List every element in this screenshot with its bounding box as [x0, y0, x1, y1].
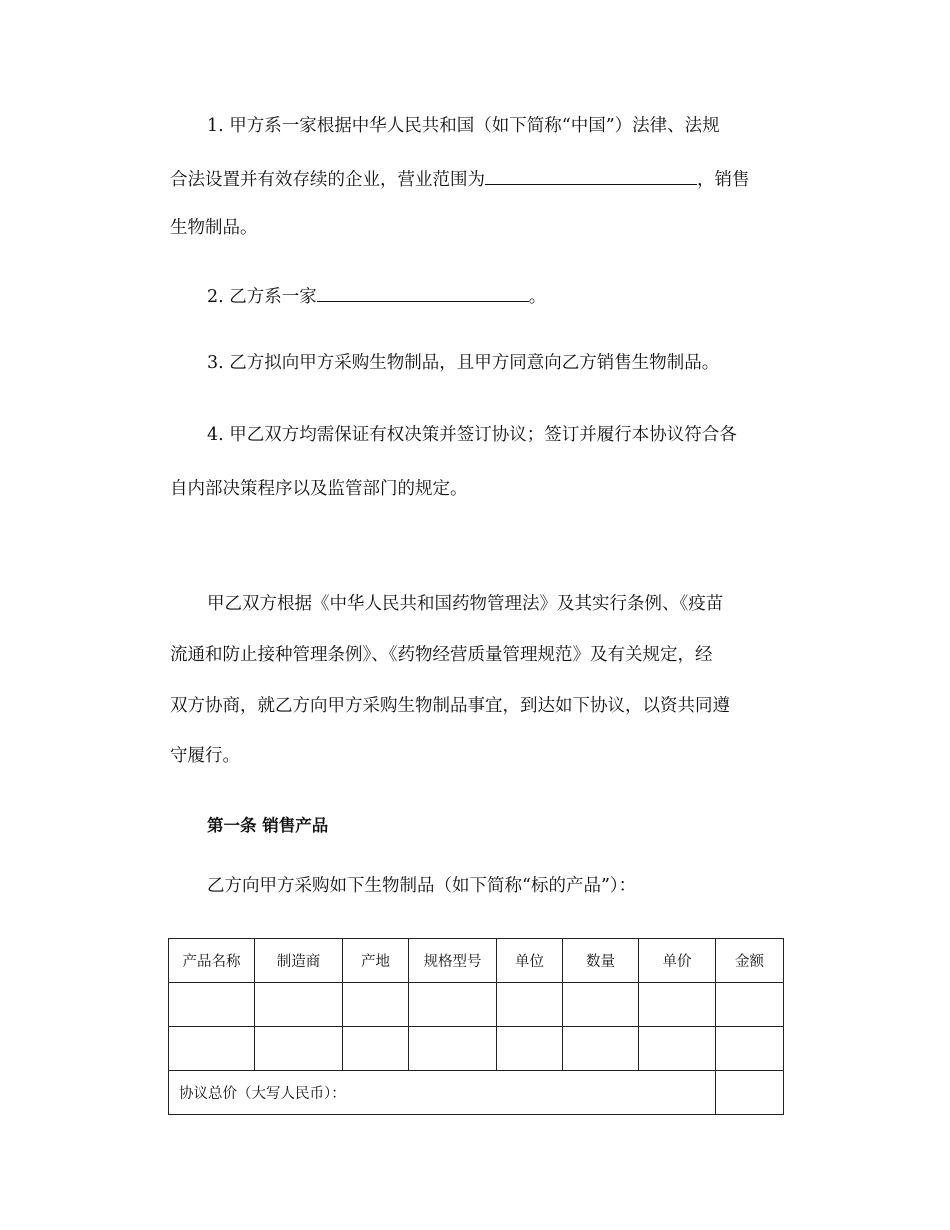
recital-2 — [207, 283, 827, 309]
recital-3: 3. 乙方拟向甲方采购生物制品，且甲方同意向乙方销售生物制品。 — [207, 353, 720, 373]
table-cell — [255, 1027, 343, 1071]
table-row — [169, 983, 784, 1027]
table-cell — [497, 1027, 563, 1071]
recital-2-text: 2. 乙方系一家 — [207, 287, 317, 307]
table-cell — [343, 1027, 409, 1071]
recital-4-line-1: 4. 甲乙双方均需保证有权决策并签订协议；签订并履行本协议符合各 — [207, 425, 737, 445]
preamble-line-1: 甲乙双方根据《中华人民共和国药物管理法》及其实行条例、《疫苗 — [207, 594, 724, 614]
table-cell — [169, 1027, 255, 1071]
recital-1-text: 合法设置并有效存续的企业，营业范围为 — [170, 170, 485, 190]
header-quantity: 数量 — [563, 939, 639, 983]
product-table — [168, 938, 784, 1115]
header-origin: 产地 — [343, 939, 409, 983]
table-cell — [639, 1027, 716, 1071]
article-1-intro: 乙方向甲方采购如下生物制品（如下简称“标的产品”）： — [207, 876, 637, 896]
table-header-row — [169, 939, 784, 983]
business-scope-blank — [485, 166, 697, 185]
table-cell — [409, 1027, 497, 1071]
total-price-cell — [716, 1071, 784, 1115]
header-unit: 单位 — [497, 939, 563, 983]
table-cell — [169, 983, 255, 1027]
recital-2-suffix: 。 — [528, 287, 547, 307]
total-price-label: 协议总价（大写人民币）： — [169, 1071, 716, 1115]
table-cell — [716, 983, 784, 1027]
party-b-type-blank — [317, 283, 529, 302]
table-row — [169, 1027, 784, 1071]
table-cell — [409, 983, 497, 1027]
header-unit-price: 单价 — [639, 939, 716, 983]
recital-1-line-3: 生物制品。 — [170, 218, 258, 238]
header-amount: 金额 — [716, 939, 784, 983]
preamble-line-2: 流通和防止接种管理条例》、《药物经营质量管理规范》及有关规定，经 — [170, 645, 713, 665]
table-cell — [639, 983, 716, 1027]
table-cell — [563, 983, 639, 1027]
recital-4-line-2: 自内部决策程序以及监管部门的规定。 — [170, 479, 468, 499]
recital-1-suffix: ，销售 — [697, 170, 750, 190]
recital-1-line-2 — [170, 166, 790, 192]
table-cell — [255, 983, 343, 1027]
header-product-name: 产品名称 — [169, 939, 255, 983]
table-cell — [716, 1027, 784, 1071]
table-cell — [563, 1027, 639, 1071]
recital-1-line-1: 1. 甲方系一家根据中华人民共和国（如下简称“中国”）法律、法规 — [207, 116, 720, 136]
preamble-line-3: 双方协商，就乙方向甲方采购生物制品事宜，到达如下协议，以资共同遵 — [170, 696, 730, 716]
table-total-row — [169, 1071, 784, 1115]
header-manufacturer: 制造商 — [255, 939, 343, 983]
table-cell — [343, 983, 409, 1027]
header-spec-model: 规格型号 — [409, 939, 497, 983]
article-1-heading: 第一条 销售产品 — [207, 816, 329, 835]
table-cell — [497, 983, 563, 1027]
preamble-line-4: 守履行。 — [170, 746, 240, 766]
